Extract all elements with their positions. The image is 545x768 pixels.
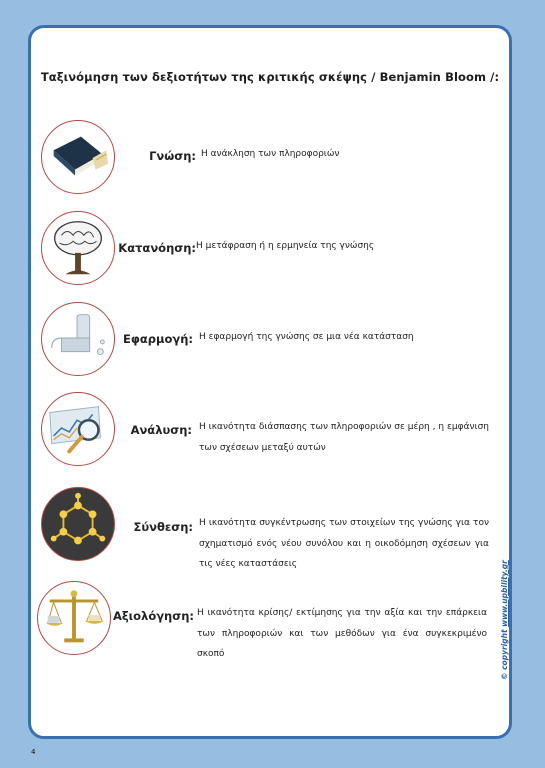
term-label: Κατανόηση: — [118, 241, 196, 255]
molecule-icon — [41, 487, 115, 561]
term-description: Η εφαρμογή της γνώσης σε μια νέα κατάσταση — [199, 332, 414, 342]
scales-icon — [37, 581, 111, 655]
term-label: Ανάλυση: — [130, 423, 192, 437]
page-title: Ταξινόμηση των δεξιοτήτων της κριτικής σκέψης / Benjamin Bloom /: — [40, 70, 500, 84]
content-card — [28, 25, 512, 739]
term-description: Η ικανότητα κρίσης/ εκτίμησης για την αξία και την επάρκεια των πληροφοριών και των μεθόδων για ένα συγκεκριμένο σκοπό — [197, 608, 487, 659]
copyright-link[interactable]: www.upbility.gr — [500, 560, 509, 627]
term-label: Εφαρμογή: — [123, 332, 193, 346]
magnifier-chart-icon — [41, 392, 115, 466]
copyright-prefix: © copyright — [500, 626, 509, 680]
term-label: Γνώση: — [149, 149, 196, 163]
pipe-icon — [41, 302, 115, 376]
book-icon — [41, 120, 115, 194]
term-label: Αξιολόγηση: — [112, 609, 194, 623]
copyright-notice — [500, 530, 512, 680]
brain-tree-icon — [41, 211, 115, 285]
term-label: Σύνθεση: — [133, 520, 193, 534]
term-description: Η μετάφραση ή η ερμηνεία της γνώσης — [196, 241, 375, 251]
term-description: Η ικανότητα διάσπασης των πληροφοριών σε μέρη , η εμφάνιση των σχέσεων μεταξύ αυτών — [199, 422, 489, 453]
page-number: 4 — [31, 748, 36, 756]
term-description: Η ανάκληση των πληροφοριών — [201, 149, 340, 159]
term-description: Η ικανότητα συγκέντρωσης των στοιχείων της γνώσης για τον σχηματισμό ενός νέου συνόλου και η οικοδόμηση σχέσεων για τις νέες καταστάσεις — [199, 518, 489, 569]
